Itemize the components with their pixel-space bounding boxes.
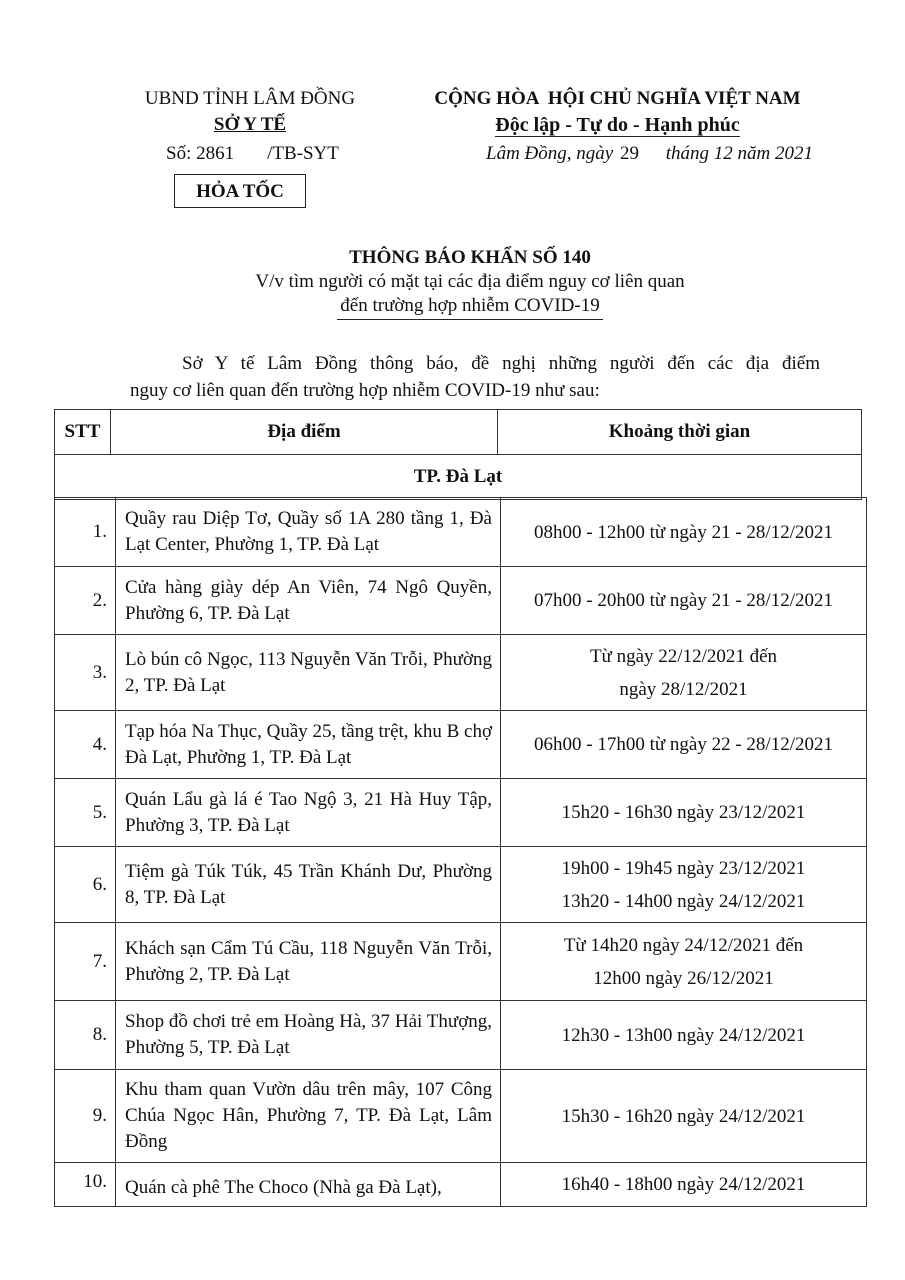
row-time xyxy=(501,847,867,923)
row-stt: 4. xyxy=(55,711,116,779)
date-month-year: tháng 12 năm 2021 xyxy=(665,143,813,164)
row-time xyxy=(501,567,867,635)
row-time xyxy=(501,711,867,779)
table-row xyxy=(55,1163,867,1207)
section-title: TP. Đà Lạt xyxy=(55,455,862,500)
row-time xyxy=(501,498,867,567)
row-stt: 1. xyxy=(55,498,116,567)
document-number-prefix: Số: 2861 xyxy=(166,143,235,164)
national-header-block xyxy=(410,86,825,140)
intro-line-1: Sở Y tế Lâm Đồng thông báo, đề nghị những người đến các địa điểm xyxy=(182,353,820,374)
agency-name: UBND TỈNH LÂM ĐỒNG xyxy=(144,88,356,109)
date-day: 29 xyxy=(619,143,639,164)
notice-title: THÔNG BÁO KHẨN SỐ 140 xyxy=(349,247,591,268)
table-row xyxy=(55,1001,867,1070)
row-stt: 2. xyxy=(55,567,116,635)
department-name: SỞ Y TẾ xyxy=(213,114,287,135)
section-row xyxy=(55,455,862,500)
row-time xyxy=(501,1163,867,1207)
table-row xyxy=(55,711,867,779)
row-place: Tạp hóa Na Thục, Quầy 25, tầng trệt, khu B chợ Đà Lạt, Phường 1, TP. Đà Lạt xyxy=(116,711,501,779)
row-time-line: 08h00 - 12h00 từ ngày 21 - 28/12/2021 xyxy=(534,521,833,543)
row-place: Lò bún cô Ngọc, 113 Nguyễn Văn Trỗi, Phường 2, TP. Đà Lạt xyxy=(116,635,501,711)
row-place: Quầy rau Diệp Tơ, Quầy số 1A 280 tầng 1, Đà Lạt Center, Phường 1, TP. Đà Lạt xyxy=(116,498,501,567)
row-time-line: 15h20 - 16h30 ngày 23/12/2021 xyxy=(561,802,806,823)
row-time-line: 13h20 - 14h00 ngày 24/12/2021 xyxy=(561,890,806,912)
table-row xyxy=(55,635,867,711)
notice-subject-line-2: đến trường hợp nhiễm COVID-19 xyxy=(337,294,602,320)
row-time-line: 15h30 - 16h20 ngày 24/12/2021 xyxy=(561,1105,806,1127)
header-stt: STT xyxy=(55,410,111,455)
row-time-line: Từ ngày 22/12/2021 đến xyxy=(589,645,778,667)
row-time-line: 06h00 - 17h00 từ ngày 22 - 28/12/2021 xyxy=(534,734,833,755)
row-stt: 7. xyxy=(55,923,116,1001)
dateline xyxy=(486,143,813,165)
row-time xyxy=(501,1001,867,1070)
row-stt: 8. xyxy=(55,1001,116,1070)
row-time-line: 12h00 ngày 26/12/2021 xyxy=(593,967,774,989)
header-place: Địa điểm xyxy=(111,410,498,455)
row-time-line: Từ 14h20 ngày 24/12/2021 đến xyxy=(563,934,804,956)
urgent-stamp-box: HỎA TỐC xyxy=(174,174,306,208)
date-prefix: Lâm Đồng, ngày xyxy=(486,143,614,164)
table-row xyxy=(55,1070,867,1163)
row-place: Tiệm gà Túk Túk, 45 Trần Khánh Dư, Phường 8, TP. Đà Lạt xyxy=(116,847,501,923)
row-stt: 3. xyxy=(55,635,116,711)
row-place: Quán cà phê The Choco (Nhà ga Đà Lạt), xyxy=(116,1163,501,1207)
document-number xyxy=(166,143,339,165)
row-stt: 5. xyxy=(55,779,116,847)
intro-line-2: nguy cơ liên quan đến trường hợp nhiễm COVID-19 như sau: xyxy=(130,380,600,401)
locations-table-header xyxy=(54,409,862,500)
table-row xyxy=(55,923,867,1001)
row-stt: 6. xyxy=(55,847,116,923)
header-row xyxy=(55,410,862,455)
row-stt: 9. xyxy=(55,1070,116,1163)
issuing-agency-block xyxy=(100,86,400,138)
row-time-line: 12h30 - 13h00 ngày 24/12/2021 xyxy=(561,1024,806,1046)
row-time-line: ngày 28/12/2021 xyxy=(619,678,748,700)
row-time-line: 07h00 - 20h00 từ ngày 21 - 28/12/2021 xyxy=(534,590,833,611)
row-place: Khu tham quan Vườn dâu trên mây, 107 Công Chúa Ngọc Hân, Phường 7, TP. Đà Lạt, Lâm Đồng xyxy=(116,1070,501,1163)
row-time xyxy=(501,779,867,847)
notice-subject-line-1: V/v tìm người có mặt tại các địa điểm nguy cơ liên quan xyxy=(255,271,685,292)
national-motto: Độc lập - Tự do - Hạnh phúc xyxy=(495,114,740,136)
locations-table xyxy=(54,497,867,1207)
row-time-line: 19h00 - 19h45 ngày 23/12/2021 xyxy=(561,857,806,879)
table-row xyxy=(55,498,867,567)
row-place: Shop đồ chơi trẻ em Hoàng Hà, 37 Hải Thượng, Phường 5, TP. Đà Lạt xyxy=(116,1001,501,1070)
intro-paragraph xyxy=(130,350,820,404)
row-time xyxy=(501,1070,867,1163)
row-time xyxy=(501,635,867,711)
table-row xyxy=(55,847,867,923)
row-stt: 10. xyxy=(55,1163,116,1207)
row-place: Cửa hàng giày dép An Viên, 74 Ngô Quyền, Phường 6, TP. Đà Lạt xyxy=(116,567,501,635)
notice-title-block xyxy=(150,246,790,320)
row-time-line: 16h40 - 18h00 ngày 24/12/2021 xyxy=(561,1174,806,1195)
header-time: Khoảng thời gian xyxy=(498,410,862,455)
document-number-suffix: /TB-SYT xyxy=(267,143,339,164)
row-place: Khách sạn Cẩm Tú Cầu, 118 Nguyễn Văn Trỗi, Phường 2, TP. Đà Lạt xyxy=(116,923,501,1001)
table-row xyxy=(55,779,867,847)
table-row xyxy=(55,567,867,635)
row-place: Quán Lẩu gà lá é Tao Ngộ 3, 21 Hà Huy Tập, Phường 3, TP. Đà Lạt xyxy=(116,779,501,847)
row-time xyxy=(501,923,867,1001)
nation-name: CỘNG HÒA HỘI CHỦ NGHĨA VIỆT NAM xyxy=(434,88,801,109)
